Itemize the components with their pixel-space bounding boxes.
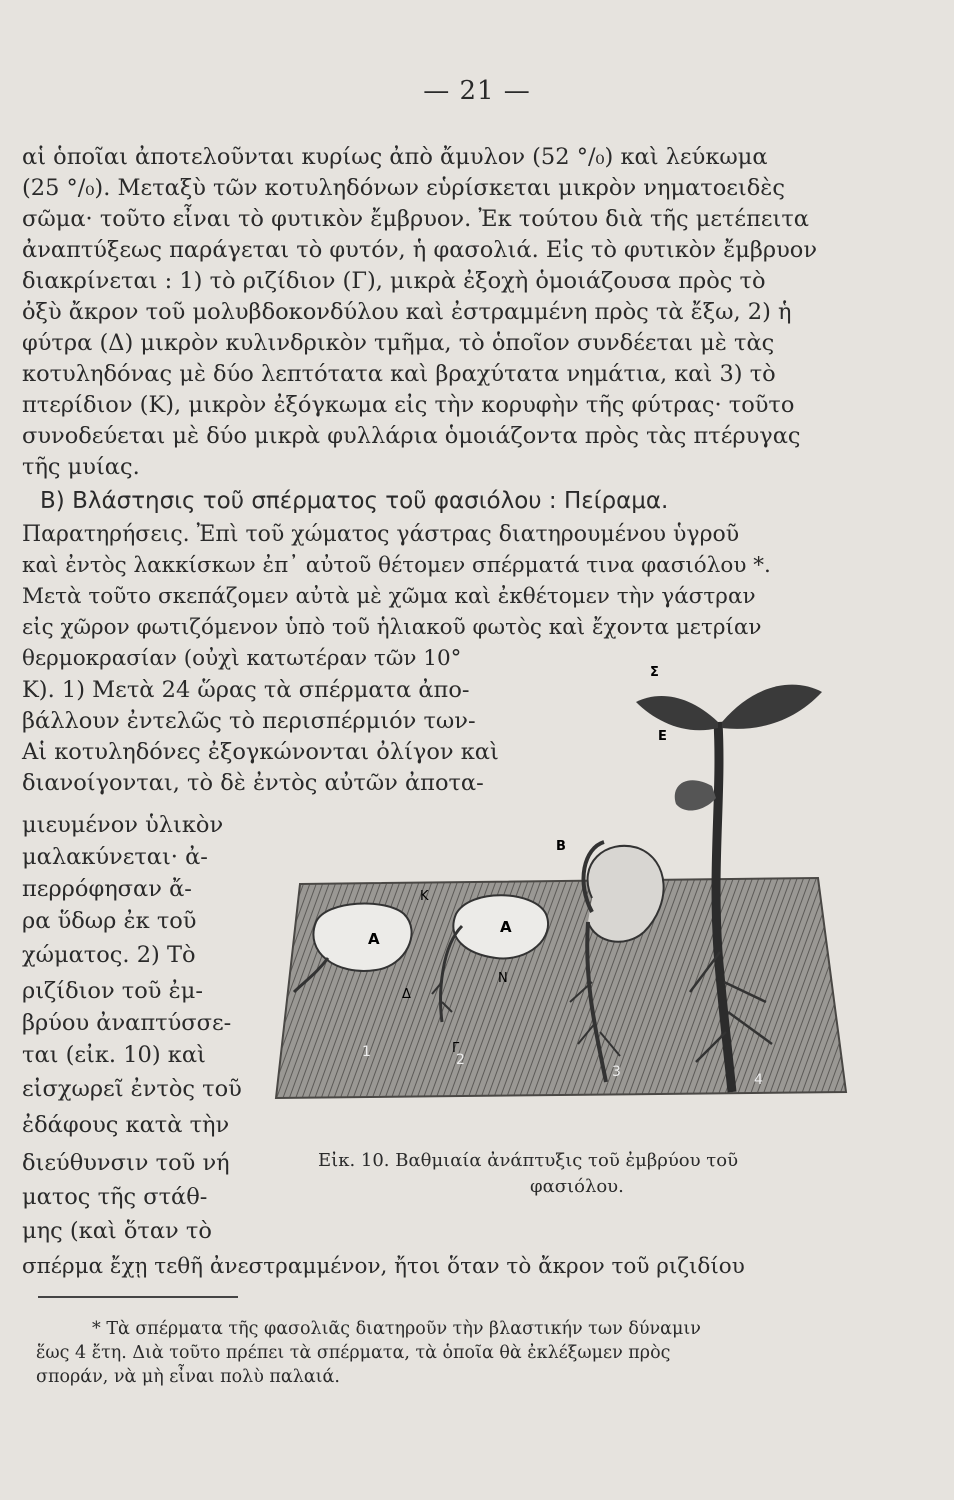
- label-2: 2: [456, 1052, 465, 1068]
- figure-caption-2: φασιόλου.: [530, 1176, 624, 1197]
- narrow-line: διεύθυνσιν τοῦ νή: [22, 1150, 230, 1176]
- label-n: Ν: [498, 971, 508, 986]
- narrow-line: ρα ὕδωρ ἐκ τοῦ: [22, 908, 197, 934]
- narrow-line: ἐδάφους κατὰ τὴν: [22, 1112, 230, 1138]
- body-line: σῶμα· τοῦτο εἶναι τὸ φυτικὸν ἔμβρυον. Ἐκ τούτου διὰ τῆς μετέπειτα: [22, 206, 809, 232]
- body-line: εἰς χῶρον φωτιζόμενον ὑπὸ τοῦ ἡλιακοῦ φωτὸς καὶ ἔχοντα μετρίαν: [22, 615, 762, 640]
- narrow-line: ριζίδιον τοῦ ἐμ-: [22, 978, 203, 1004]
- label-g: Γ: [452, 1041, 460, 1056]
- footnote-line: ἕως 4 ἔτη. Διὰ τοῦτο πρέπει τὰ σπέρματα, τὰ ὁποῖα θὰ ἐκλέξωμεν πρὸς: [36, 1343, 671, 1363]
- body-line: ἀναπτύξεως παράγεται τὸ φυτόν, ἡ φασολιά. Εἰς τὸ φυτικὸν ἔμβρυον: [22, 237, 817, 263]
- body-line: συνοδεύεται μὲ δύο μικρὰ φυλλάρια ὁμοιάζοντα πρὸς τὰς πτέρυγας: [22, 423, 801, 449]
- narrow-line: Αἱ κοτυληδόνες ἐξογκώνονται ὀλίγον καὶ: [22, 739, 499, 765]
- body-line: αἱ ὁποῖαι ἀποτελοῦνται κυρίως ἀπὸ ἄμυλον (52 °/₀) καὶ λεύκωμα: [22, 144, 768, 170]
- footnote-line: * Τὰ σπέρματα τῆς φασολιᾶς διατηροῦν τὴν βλαστικήν των δύναμιν: [92, 1319, 701, 1339]
- label-d: Δ: [402, 987, 411, 1002]
- footnote-line: σποράν, νὰ μὴ εἶναι πολὺ παλαιά.: [36, 1367, 340, 1387]
- body-line: καὶ ἐντὸς λακκίσκων ἐπ᾿ αὐτοῦ θέτομεν σπέρματά τινα φασιόλου *.: [22, 553, 771, 578]
- label-a2: Α: [500, 918, 512, 936]
- narrow-line: Κ). 1) Μετὰ 24 ὥρας τὰ σπέρματα ἀπο-: [22, 677, 470, 703]
- figure-caption: Εἰκ. 10. Βαθμιαία ἀνάπτυξις τοῦ ἐμβρύου τοῦ: [318, 1150, 739, 1171]
- label-s: Σ: [650, 665, 659, 680]
- label-b: Β: [556, 839, 566, 854]
- label-e: Ε: [658, 729, 667, 744]
- section-heading: Β) Βλάστησις τοῦ σπέρματος τοῦ φασιόλου : Πείραμα.: [40, 488, 669, 514]
- body-line: ὀξὺ ἄκρον τοῦ μολυβδοκονδύλου καὶ ἐστραμμένη πρὸς τὰ ἔξω, 2) ἡ: [22, 299, 792, 325]
- narrow-line: μης (καὶ ὅταν τὸ: [22, 1218, 212, 1244]
- narrow-line: μαλακύνεται· ἀ-: [22, 844, 208, 870]
- narrow-line: βάλλουν ἐντελῶς τὸ περισπέρμιόν των-: [22, 708, 476, 734]
- bean-germination-figure: [266, 652, 852, 1122]
- body-line: διακρίνεται : 1) τὸ ριζίδιον (Γ), μικρὰ ἐξοχὴ ὁμοιάζουσα πρὸς τὸ: [22, 268, 766, 294]
- narrow-line: μιευμένον ὑλικὸν: [22, 812, 224, 838]
- label-3: 3: [612, 1064, 621, 1080]
- narrow-line: εἰσχωρεῖ ἐντὸς τοῦ: [22, 1076, 242, 1102]
- label-k: Κ: [420, 889, 429, 904]
- body-line: θερμοκρασίαν (οὐχὶ κατωτέραν τῶν 10°: [22, 646, 462, 671]
- observations-line: Παρατηρήσεις. Ἐπὶ τοῦ χώματος γάστρας διατηρουμένου ὑγροῦ: [22, 522, 740, 547]
- narrow-line: διανοίγονται, τὸ δὲ ἐντὸς αὐτῶν ἀποτα-: [22, 770, 484, 796]
- body-line: Μετὰ τοῦτο σκεπάζομεν αὐτὰ μὲ χῶμα καὶ ἐκθέτομεν τὴν γάστραν: [22, 584, 756, 609]
- narrow-line: ματος τῆς στάθ-: [22, 1184, 208, 1210]
- narrow-line: βρύου ἀναπτύσσε-: [22, 1010, 232, 1036]
- narrow-line: περρόφησαν ἄ-: [22, 876, 192, 902]
- leaf-left: [636, 696, 718, 730]
- body-line: φύτρα (Δ) μικρὸν κυλινδρικὸν τμῆμα, τὸ ὁποῖον συνδέεται μὲ τὰς: [22, 330, 775, 356]
- narrow-line: ται (εἰκ. 10) καὶ: [22, 1042, 206, 1068]
- footnote-rule: [38, 1296, 238, 1298]
- label-a1: Α: [368, 930, 380, 948]
- body-line: (25 °/₀). Μεταξὺ τῶν κοτυληδόνων εὑρίσκεται μικρὸν νηματοειδὲς: [22, 175, 785, 201]
- label-1: 1: [362, 1044, 371, 1060]
- narrow-line: χώματος. 2) Τὸ: [22, 942, 196, 968]
- body-line: κοτυληδόνας μὲ δύο λεπτότατα καὶ βραχύτατα νημάτια, καὶ 3) τὸ: [22, 361, 776, 387]
- seed-1: [313, 904, 411, 971]
- body-line: σπέρμα ἔχῃ τεθῆ ἀνεστραμμένον, ἤτοι ὅταν τὸ ἄκρον τοῦ ριζιδίου: [22, 1254, 745, 1279]
- label-4: 4: [754, 1072, 763, 1088]
- cotyledon: [675, 780, 716, 810]
- leaf-right: [722, 685, 822, 729]
- body-line: τῆς μυίας.: [22, 454, 140, 480]
- body-line: πτερίδιον (Κ), μικρὸν ἐξόγκωμα εἰς τὴν κορυφὴν τῆς φύτρας· τοῦτο: [22, 392, 795, 418]
- page-number: — 21 —: [423, 76, 531, 106]
